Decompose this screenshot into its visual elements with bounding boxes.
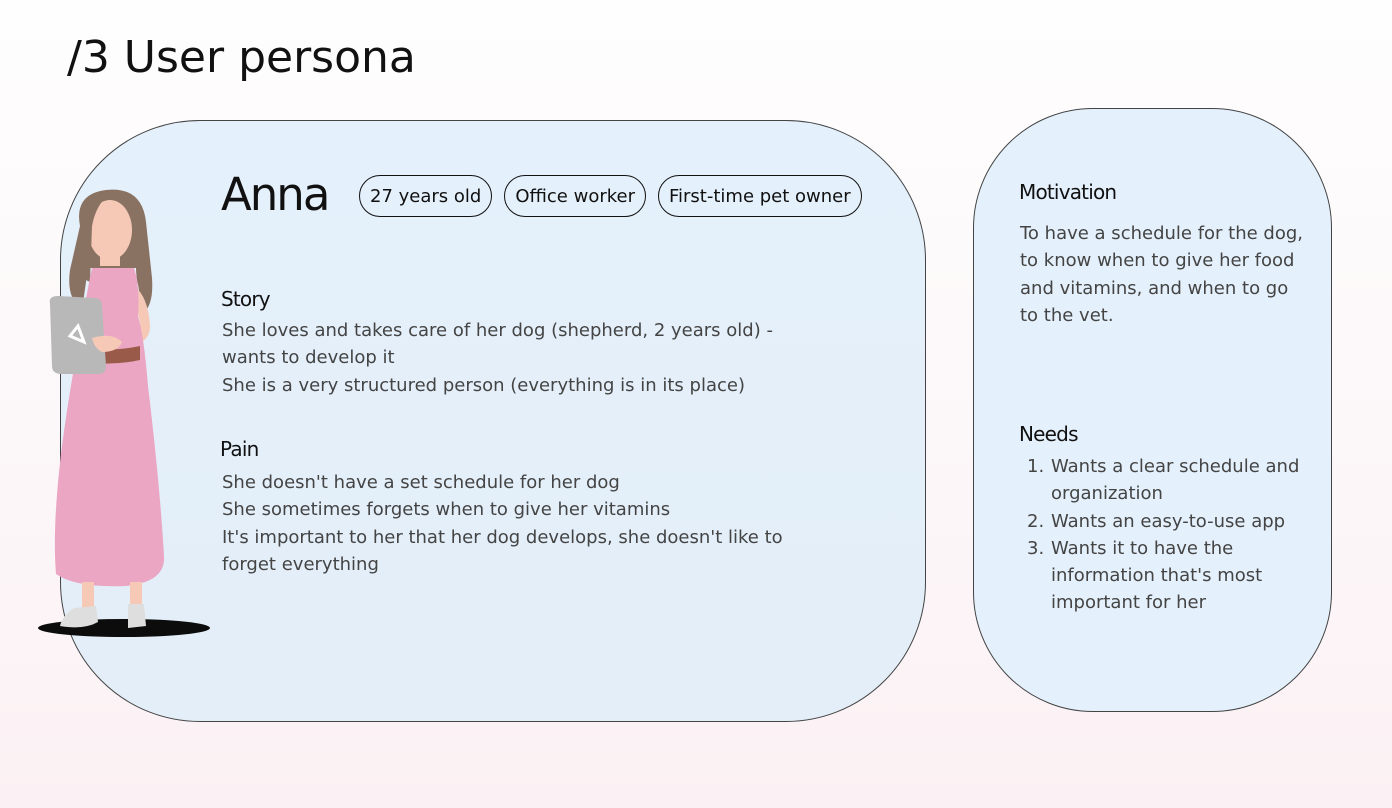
story-heading: Story <box>221 287 270 311</box>
needs-item <box>1021 508 1311 535</box>
story-text <box>222 317 773 399</box>
tag-pet-experience: First-time pet owner <box>658 175 862 217</box>
needs-item <box>1021 453 1311 508</box>
story-line: wants to develop it <box>222 347 395 369</box>
motivation-text: To have a schedule for the dog, to know when to give her food and vitamins, and when to go to the vet. <box>1020 223 1304 326</box>
needs-item <box>1021 535 1311 617</box>
persona-tags <box>359 175 862 217</box>
story-line: She is a very structured person (everything is in its place) <box>222 374 745 396</box>
pain-line: It's important to her that her dog develops, she doesn't like to <box>222 526 783 548</box>
needs-item-text: Wants an easy-to-use app <box>1051 510 1286 532</box>
tag-occupation: Office worker <box>504 175 646 217</box>
woman-with-tablet-illustration <box>36 186 216 641</box>
pain-heading: Pain <box>220 437 259 461</box>
needs-list <box>1021 453 1311 617</box>
persona-name: Anna <box>221 168 329 221</box>
story-line: She loves and takes care of her dog (shepherd, 2 years old) - <box>222 320 773 341</box>
pain-line: She doesn't have a set schedule for her dog <box>222 472 620 493</box>
needs-item-text: Wants a clear schedule and organization <box>1051 456 1300 505</box>
pain-line: She sometimes forgets when to give her vitamins <box>222 499 671 521</box>
motivation-heading: Motivation <box>1019 180 1117 204</box>
pain-line: forget everything <box>222 553 379 575</box>
needs-item-number: 3. <box>1027 537 1045 559</box>
needs-item-number: 2. <box>1027 510 1045 532</box>
needs-heading: Needs <box>1019 422 1078 446</box>
page-title: /3 User persona <box>67 32 416 83</box>
needs-item-text: Wants it to have the information that's most important for her <box>1051 537 1263 614</box>
pain-text <box>222 469 783 578</box>
tablet-icon <box>50 296 106 374</box>
needs-item-number: 1. <box>1027 456 1045 477</box>
tag-age: 27 years old <box>359 175 492 217</box>
